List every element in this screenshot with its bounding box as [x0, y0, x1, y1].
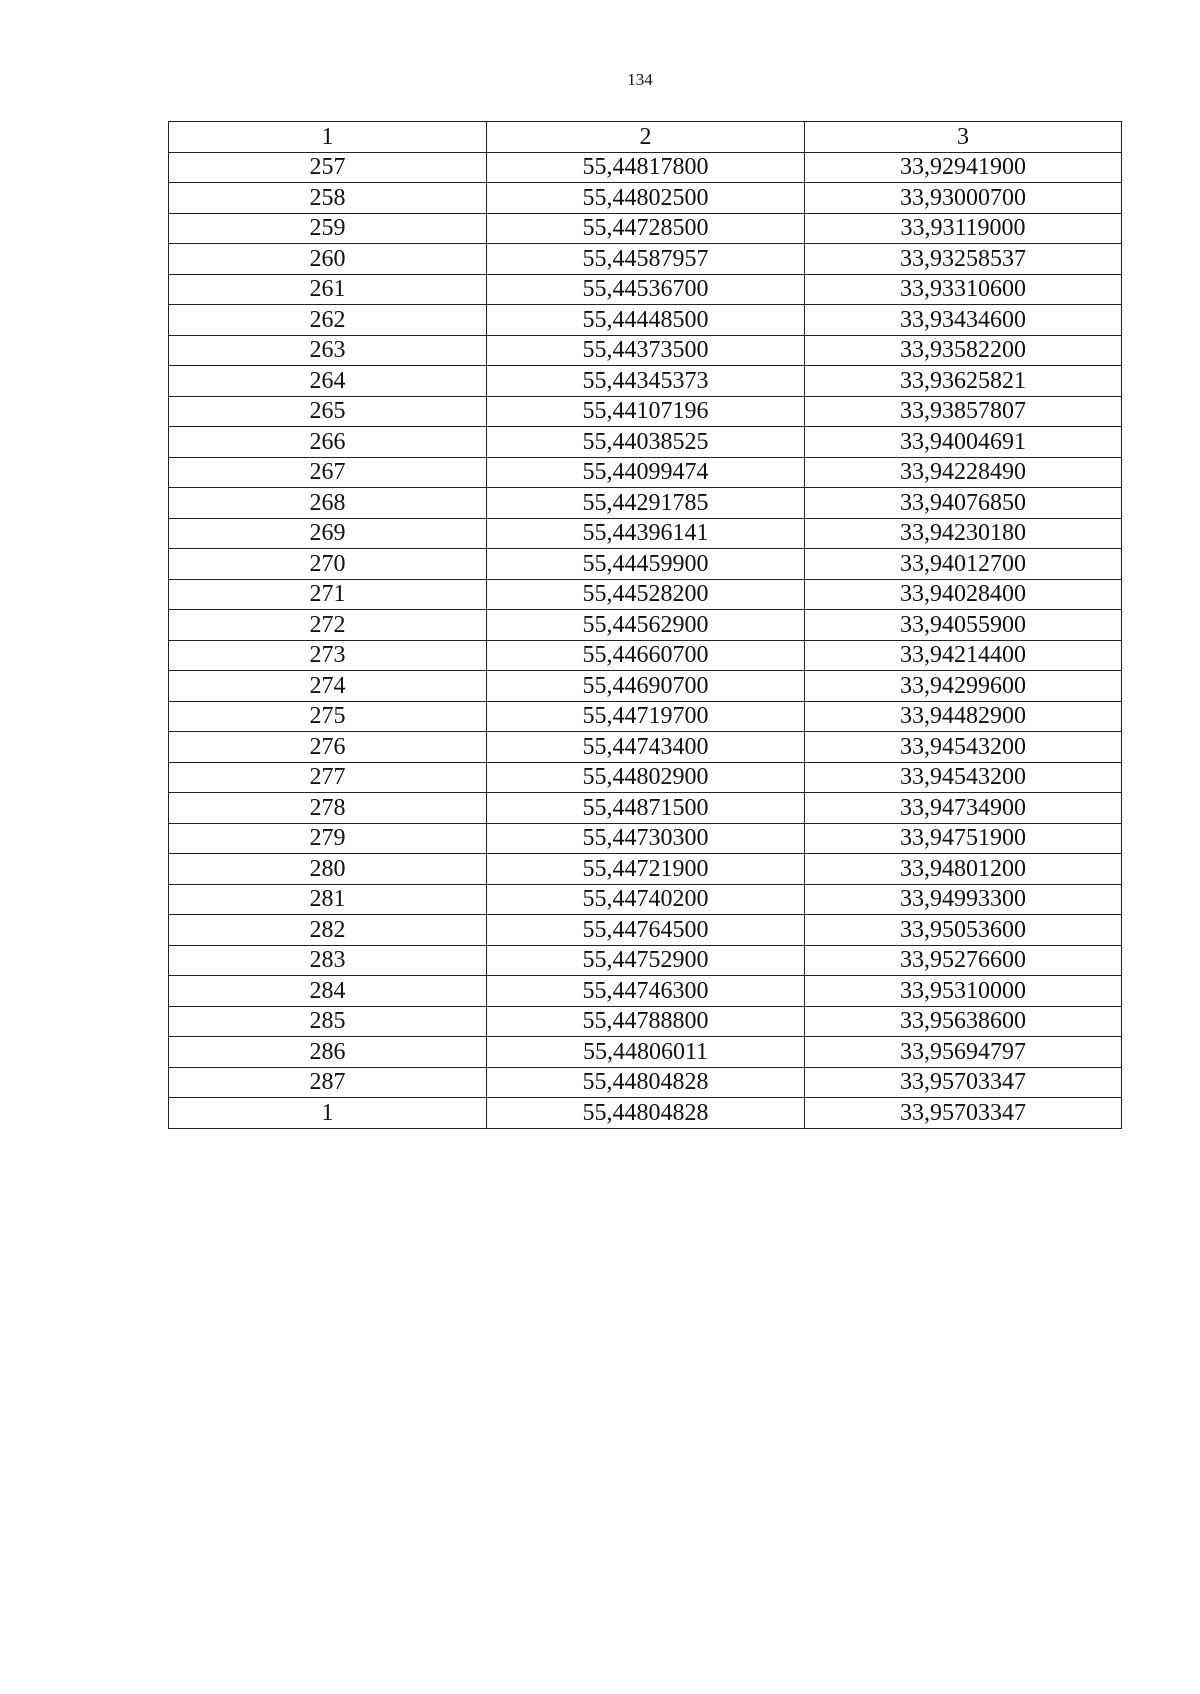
cell-y-coordinate: 33,94230180 [805, 518, 1122, 549]
cell-y-coordinate: 33,93310600 [805, 274, 1122, 305]
cell-x-coordinate: 55,44373500 [487, 335, 805, 366]
cell-point-number: 262 [169, 305, 487, 336]
cell-point-number: 263 [169, 335, 487, 366]
cell-point-number: 282 [169, 915, 487, 946]
cell-y-coordinate: 33,95703347 [805, 1098, 1122, 1129]
cell-point-number: 283 [169, 945, 487, 976]
table-row [169, 305, 1122, 336]
table-row [169, 701, 1122, 732]
table-row [169, 793, 1122, 824]
cell-point-number: 270 [169, 549, 487, 580]
column-header-x-coordinate: 2 [487, 122, 805, 153]
cell-point-number: 265 [169, 396, 487, 427]
cell-y-coordinate: 33,95276600 [805, 945, 1122, 976]
cell-y-coordinate: 33,93119000 [805, 213, 1122, 244]
cell-x-coordinate: 55,44788800 [487, 1006, 805, 1037]
cell-x-coordinate: 55,44690700 [487, 671, 805, 702]
cell-y-coordinate: 33,94055900 [805, 610, 1122, 641]
cell-point-number: 273 [169, 640, 487, 671]
cell-point-number: 278 [169, 793, 487, 824]
table-row [169, 1098, 1122, 1129]
table-row [169, 244, 1122, 275]
table-row [169, 579, 1122, 610]
cell-point-number: 267 [169, 457, 487, 488]
cell-point-number: 274 [169, 671, 487, 702]
cell-point-number: 1 [169, 1098, 487, 1129]
cell-x-coordinate: 55,44802500 [487, 183, 805, 214]
cell-x-coordinate: 55,44740200 [487, 884, 805, 915]
table-header-row [169, 122, 1122, 153]
cell-point-number: 260 [169, 244, 487, 275]
cell-point-number: 280 [169, 854, 487, 885]
cell-point-number: 277 [169, 762, 487, 793]
cell-x-coordinate: 55,44528200 [487, 579, 805, 610]
cell-y-coordinate: 33,95703347 [805, 1067, 1122, 1098]
cell-x-coordinate: 55,44806011 [487, 1037, 805, 1068]
table-row [169, 213, 1122, 244]
cell-point-number: 279 [169, 823, 487, 854]
table-row [169, 518, 1122, 549]
table-row [169, 610, 1122, 641]
cell-y-coordinate: 33,94751900 [805, 823, 1122, 854]
table-row [169, 549, 1122, 580]
cell-x-coordinate: 55,44719700 [487, 701, 805, 732]
table-row [169, 823, 1122, 854]
column-header-point-number: 1 [169, 122, 487, 153]
cell-y-coordinate: 33,95694797 [805, 1037, 1122, 1068]
table-row [169, 854, 1122, 885]
cell-y-coordinate: 33,94299600 [805, 671, 1122, 702]
cell-y-coordinate: 33,93434600 [805, 305, 1122, 336]
cell-x-coordinate: 55,44804828 [487, 1067, 805, 1098]
table-row [169, 183, 1122, 214]
table-row [169, 640, 1122, 671]
cell-x-coordinate: 55,44871500 [487, 793, 805, 824]
cell-x-coordinate: 55,44660700 [487, 640, 805, 671]
cell-point-number: 271 [169, 579, 487, 610]
cell-y-coordinate: 33,94004691 [805, 427, 1122, 458]
cell-y-coordinate: 33,95310000 [805, 976, 1122, 1007]
cell-point-number: 275 [169, 701, 487, 732]
table-row [169, 976, 1122, 1007]
cell-y-coordinate: 33,94012700 [805, 549, 1122, 580]
table-row [169, 427, 1122, 458]
cell-point-number: 284 [169, 976, 487, 1007]
cell-x-coordinate: 55,44448500 [487, 305, 805, 336]
cell-point-number: 285 [169, 1006, 487, 1037]
cell-x-coordinate: 55,44345373 [487, 366, 805, 397]
cell-x-coordinate: 55,44459900 [487, 549, 805, 580]
cell-x-coordinate: 55,44764500 [487, 915, 805, 946]
cell-x-coordinate: 55,44107196 [487, 396, 805, 427]
cell-x-coordinate: 55,44743400 [487, 732, 805, 763]
table-row [169, 396, 1122, 427]
cell-y-coordinate: 33,92941900 [805, 152, 1122, 183]
cell-x-coordinate: 55,44099474 [487, 457, 805, 488]
cell-y-coordinate: 33,93625821 [805, 366, 1122, 397]
cell-x-coordinate: 55,44752900 [487, 945, 805, 976]
cell-y-coordinate: 33,93582200 [805, 335, 1122, 366]
cell-point-number: 264 [169, 366, 487, 397]
cell-point-number: 261 [169, 274, 487, 305]
cell-x-coordinate: 55,44802900 [487, 762, 805, 793]
cell-x-coordinate: 55,44721900 [487, 854, 805, 885]
table-row [169, 274, 1122, 305]
table-row [169, 1067, 1122, 1098]
table-row [169, 366, 1122, 397]
cell-x-coordinate: 55,44746300 [487, 976, 805, 1007]
cell-x-coordinate: 55,44728500 [487, 213, 805, 244]
cell-point-number: 276 [169, 732, 487, 763]
table-row [169, 488, 1122, 519]
cell-y-coordinate: 33,94543200 [805, 732, 1122, 763]
table-row [169, 884, 1122, 915]
table-row [169, 457, 1122, 488]
cell-y-coordinate: 33,94076850 [805, 488, 1122, 519]
cell-point-number: 258 [169, 183, 487, 214]
cell-y-coordinate: 33,94801200 [805, 854, 1122, 885]
cell-x-coordinate: 55,44562900 [487, 610, 805, 641]
table-row [169, 732, 1122, 763]
table-row [169, 762, 1122, 793]
cell-y-coordinate: 33,94482900 [805, 701, 1122, 732]
cell-point-number: 257 [169, 152, 487, 183]
table-row [169, 945, 1122, 976]
cell-x-coordinate: 55,44291785 [487, 488, 805, 519]
table-row [169, 152, 1122, 183]
cell-y-coordinate: 33,94543200 [805, 762, 1122, 793]
cell-point-number: 259 [169, 213, 487, 244]
cell-y-coordinate: 33,94228490 [805, 457, 1122, 488]
cell-y-coordinate: 33,93258537 [805, 244, 1122, 275]
page-number: 134 [627, 70, 653, 89]
column-header-y-coordinate: 3 [805, 122, 1122, 153]
cell-point-number: 272 [169, 610, 487, 641]
table-body [169, 152, 1122, 1128]
cell-y-coordinate: 33,93000700 [805, 183, 1122, 214]
table-row [169, 671, 1122, 702]
cell-y-coordinate: 33,94993300 [805, 884, 1122, 915]
cell-y-coordinate: 33,95638600 [805, 1006, 1122, 1037]
cell-y-coordinate: 33,94214400 [805, 640, 1122, 671]
cell-x-coordinate: 55,44587957 [487, 244, 805, 275]
cell-point-number: 287 [169, 1067, 487, 1098]
table-row [169, 1006, 1122, 1037]
cell-x-coordinate: 55,44396141 [487, 518, 805, 549]
cell-point-number: 266 [169, 427, 487, 458]
cell-y-coordinate: 33,94028400 [805, 579, 1122, 610]
cell-x-coordinate: 55,44536700 [487, 274, 805, 305]
cell-x-coordinate: 55,44817800 [487, 152, 805, 183]
cell-x-coordinate: 55,44804828 [487, 1098, 805, 1129]
cell-y-coordinate: 33,94734900 [805, 793, 1122, 824]
coordinates-table [168, 121, 1122, 1129]
cell-point-number: 268 [169, 488, 487, 519]
cell-point-number: 286 [169, 1037, 487, 1068]
table-row [169, 915, 1122, 946]
cell-point-number: 281 [169, 884, 487, 915]
cell-x-coordinate: 55,44730300 [487, 823, 805, 854]
cell-y-coordinate: 33,95053600 [805, 915, 1122, 946]
cell-x-coordinate: 55,44038525 [487, 427, 805, 458]
cell-y-coordinate: 33,93857807 [805, 396, 1122, 427]
table-row [169, 1037, 1122, 1068]
table-row [169, 335, 1122, 366]
cell-point-number: 269 [169, 518, 487, 549]
